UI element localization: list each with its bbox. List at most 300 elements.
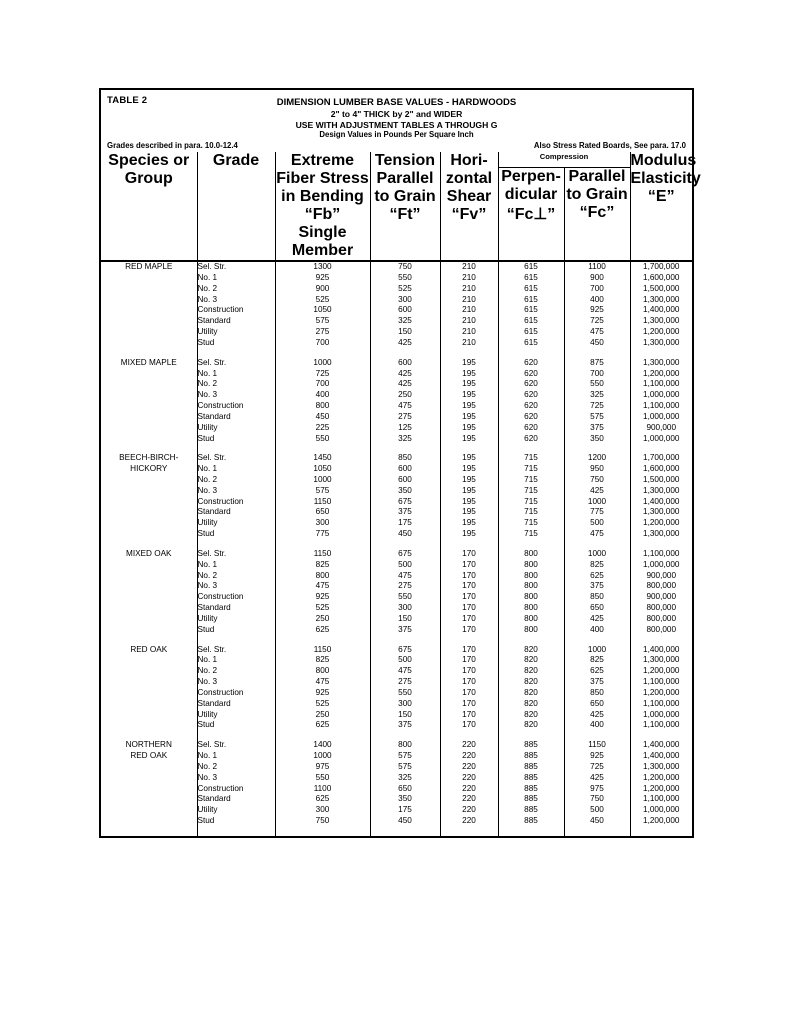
grade-cell: No. 3 <box>197 677 275 688</box>
horizontal-shear-cell: 195 <box>440 390 498 401</box>
header-ft-line3: to Grain <box>374 188 436 206</box>
tension-parallel-cell: 600 <box>370 305 440 316</box>
horizontal-shear-cell: 170 <box>440 571 498 582</box>
horizontal-shear-cell: 210 <box>440 316 498 327</box>
compression-perpendicular-cell: 885 <box>498 816 564 827</box>
group-spacer-cell <box>370 444 440 453</box>
fiber-stress-bending-cell: 1050 <box>275 464 370 475</box>
fiber-stress-bending-cell: 450 <box>275 412 370 423</box>
fiber-stress-bending-cell: 700 <box>275 379 370 390</box>
species-cell <box>101 261 197 349</box>
tension-parallel-cell: 550 <box>370 592 440 603</box>
group-spacer-cell <box>564 540 630 549</box>
tension-parallel-cell: 125 <box>370 423 440 434</box>
fiber-stress-bending-cell: 1150 <box>275 497 370 508</box>
horizontal-shear-cell: 170 <box>440 655 498 666</box>
compression-parallel-cell: 975 <box>564 784 630 795</box>
horizontal-shear-cell: 195 <box>440 464 498 475</box>
tension-parallel-cell: 325 <box>370 316 440 327</box>
modulus-elasticity-cell: 900,000 <box>630 592 692 603</box>
header-compression: Compression <box>498 152 630 167</box>
grade-cell: No. 2 <box>197 475 275 486</box>
compression-perpendicular-cell: 715 <box>498 507 564 518</box>
tension-parallel-cell: 600 <box>370 475 440 486</box>
tension-parallel-cell: 300 <box>370 603 440 614</box>
tension-parallel-cell: 750 <box>370 261 440 273</box>
horizontal-shear-cell: 220 <box>440 794 498 805</box>
modulus-elasticity-cell: 1,200,000 <box>630 773 692 784</box>
modulus-elasticity-cell: 1,000,000 <box>630 412 692 423</box>
grade-cell: Standard <box>197 316 275 327</box>
grade-cell: No. 3 <box>197 486 275 497</box>
compression-parallel-cell: 375 <box>564 581 630 592</box>
group-spacer-cell <box>498 444 564 453</box>
tension-parallel-cell: 550 <box>370 273 440 284</box>
horizontal-shear-cell: 170 <box>440 603 498 614</box>
modulus-elasticity-cell: 1,000,000 <box>630 390 692 401</box>
modulus-elasticity-cell: 1,000,000 <box>630 710 692 721</box>
grade-cell: No. 3 <box>197 773 275 784</box>
modulus-elasticity-cell: 1,000,000 <box>630 805 692 816</box>
compression-parallel-cell: 400 <box>564 295 630 306</box>
grade-cell: No. 1 <box>197 751 275 762</box>
modulus-elasticity-cell: 1,200,000 <box>630 518 692 529</box>
species-cell <box>101 740 197 827</box>
horizontal-shear-cell: 195 <box>440 529 498 540</box>
compression-parallel-cell: 1150 <box>564 740 630 751</box>
group-spacer-cell-species <box>101 731 197 740</box>
tension-parallel-cell: 325 <box>370 434 440 445</box>
compression-perpendicular-cell: 885 <box>498 784 564 795</box>
compression-perpendicular-cell: 800 <box>498 581 564 592</box>
bottom-spacer-cell <box>564 827 630 836</box>
group-spacer-cell <box>630 444 692 453</box>
tension-parallel-cell: 650 <box>370 784 440 795</box>
header-grade: Grade <box>197 152 275 261</box>
modulus-elasticity-cell: 800,000 <box>630 581 692 592</box>
group-spacer-cell-species <box>101 540 197 549</box>
compression-perpendicular-cell: 715 <box>498 464 564 475</box>
group-spacer <box>101 349 692 358</box>
modulus-elasticity-cell: 1,100,000 <box>630 677 692 688</box>
tension-parallel-cell: 150 <box>370 327 440 338</box>
tension-parallel-cell: 150 <box>370 710 440 721</box>
horizontal-shear-cell: 170 <box>440 549 498 560</box>
grade-cell: No. 2 <box>197 762 275 773</box>
compression-parallel-cell: 750 <box>564 475 630 486</box>
table-row <box>101 261 692 273</box>
bottom-spacer-cell <box>370 827 440 836</box>
compression-perpendicular-cell: 615 <box>498 284 564 295</box>
compression-perpendicular-cell: 615 <box>498 273 564 284</box>
compression-perpendicular-cell: 800 <box>498 560 564 571</box>
tension-parallel-cell: 275 <box>370 677 440 688</box>
tension-parallel-cell: 500 <box>370 655 440 666</box>
tension-parallel-cell: 500 <box>370 560 440 571</box>
compression-parallel-cell: 375 <box>564 423 630 434</box>
grade-cell: Construction <box>197 401 275 412</box>
group-spacer-cell <box>197 444 275 453</box>
compression-perpendicular-cell: 620 <box>498 434 564 445</box>
tension-parallel-cell: 575 <box>370 762 440 773</box>
compression-parallel-cell: 825 <box>564 655 630 666</box>
horizontal-shear-cell: 170 <box>440 677 498 688</box>
header-e-line2: Elasticity <box>630 170 701 188</box>
fiber-stress-bending-cell: 525 <box>275 295 370 306</box>
group-spacer-cell <box>197 731 275 740</box>
compression-perpendicular-cell: 885 <box>498 762 564 773</box>
table-body <box>101 261 692 836</box>
modulus-elasticity-cell: 1,100,000 <box>630 379 692 390</box>
grade-cell: Stud <box>197 434 275 445</box>
fiber-stress-bending-cell: 1400 <box>275 740 370 751</box>
modulus-elasticity-cell: 1,200,000 <box>630 369 692 380</box>
compression-parallel-cell: 1000 <box>564 645 630 656</box>
modulus-elasticity-cell: 1,000,000 <box>630 434 692 445</box>
fiber-stress-bending-cell: 1150 <box>275 549 370 560</box>
tension-parallel-cell: 475 <box>370 401 440 412</box>
grade-cell: Construction <box>197 784 275 795</box>
fiber-stress-bending-cell: 925 <box>275 592 370 603</box>
fiber-stress-bending-cell: 1300 <box>275 261 370 273</box>
tension-parallel-cell: 675 <box>370 645 440 656</box>
horizontal-shear-cell: 195 <box>440 453 498 464</box>
grade-cell: Stud <box>197 816 275 827</box>
horizontal-shear-cell: 220 <box>440 740 498 751</box>
group-spacer <box>101 444 692 453</box>
horizontal-shear-cell: 195 <box>440 412 498 423</box>
tension-parallel-cell: 350 <box>370 486 440 497</box>
grade-cell: Sel. Str. <box>197 358 275 369</box>
group-spacer-cell <box>440 731 498 740</box>
tension-parallel-cell: 175 <box>370 518 440 529</box>
grade-cell: Standard <box>197 794 275 805</box>
compression-perpendicular-cell: 820 <box>498 645 564 656</box>
horizontal-shear-cell: 195 <box>440 486 498 497</box>
header-fcperp-line1: Perpen- <box>501 168 561 186</box>
bottom-spacer-cell <box>440 827 498 836</box>
tension-parallel-cell: 675 <box>370 497 440 508</box>
group-spacer-cell <box>197 349 275 358</box>
compression-parallel-cell: 700 <box>564 369 630 380</box>
modulus-elasticity-cell: 1,300,000 <box>630 762 692 773</box>
header-ft-line4: “Ft” <box>389 206 421 224</box>
table-title: DIMENSION LUMBER BASE VALUES - HARDWOODS <box>276 97 517 108</box>
species-cell <box>101 645 197 732</box>
group-spacer-cell-species <box>101 636 197 645</box>
header-fc-line2: to Grain <box>566 186 628 204</box>
compression-parallel-cell: 325 <box>564 390 630 401</box>
bottom-spacer <box>101 827 692 836</box>
modulus-elasticity-cell: 1,100,000 <box>630 549 692 560</box>
tension-parallel-cell: 575 <box>370 751 440 762</box>
header-group-row <box>101 152 692 167</box>
compression-parallel-cell: 850 <box>564 592 630 603</box>
group-spacer-cell <box>197 636 275 645</box>
tension-parallel-cell: 850 <box>370 453 440 464</box>
grade-cell: No. 1 <box>197 464 275 475</box>
fiber-stress-bending-cell: 650 <box>275 507 370 518</box>
compression-parallel-cell: 650 <box>564 699 630 710</box>
modulus-elasticity-cell: 1,500,000 <box>630 284 692 295</box>
group-spacer-cell <box>370 349 440 358</box>
group-spacer-cell <box>564 636 630 645</box>
grade-cell: Sel. Str. <box>197 740 275 751</box>
header-species <box>101 152 197 261</box>
grade-cell: No. 1 <box>197 560 275 571</box>
group-spacer-cell <box>440 636 498 645</box>
tension-parallel-cell: 525 <box>370 284 440 295</box>
fiber-stress-bending-cell: 225 <box>275 423 370 434</box>
horizontal-shear-cell: 210 <box>440 261 498 273</box>
horizontal-shear-cell: 220 <box>440 784 498 795</box>
compression-parallel-cell: 475 <box>564 529 630 540</box>
horizontal-shear-cell: 195 <box>440 507 498 518</box>
fiber-stress-bending-cell: 625 <box>275 720 370 731</box>
modulus-elasticity-cell: 1,300,000 <box>630 338 692 349</box>
fiber-stress-bending-cell: 400 <box>275 390 370 401</box>
group-spacer-cell <box>498 349 564 358</box>
table-row <box>101 740 692 751</box>
group-spacer-cell <box>440 349 498 358</box>
table-row <box>101 358 692 369</box>
horizontal-shear-cell: 210 <box>440 338 498 349</box>
compression-perpendicular-cell: 800 <box>498 592 564 603</box>
fiber-stress-bending-cell: 550 <box>275 434 370 445</box>
tension-parallel-cell: 475 <box>370 666 440 677</box>
group-spacer-cell <box>370 636 440 645</box>
fiber-stress-bending-cell: 475 <box>275 581 370 592</box>
compression-parallel-cell: 625 <box>564 571 630 582</box>
header-species-line1: Species or <box>108 152 190 170</box>
grade-cell: Utility <box>197 423 275 434</box>
modulus-elasticity-cell: 1,700,000 <box>630 453 692 464</box>
group-spacer-cell <box>275 540 370 549</box>
modulus-elasticity-cell: 1,000,000 <box>630 560 692 571</box>
notes-row <box>101 140 692 152</box>
grade-cell: No. 2 <box>197 379 275 390</box>
horizontal-shear-cell: 195 <box>440 497 498 508</box>
compression-parallel-cell: 425 <box>564 486 630 497</box>
compression-parallel-cell: 450 <box>564 338 630 349</box>
tension-parallel-cell: 375 <box>370 625 440 636</box>
header-e-line1: Modulus <box>630 152 697 170</box>
group-spacer-cell <box>440 540 498 549</box>
tension-parallel-cell: 150 <box>370 614 440 625</box>
header-fc-line3: “Fc” <box>579 204 615 222</box>
grade-cell: Sel. Str. <box>197 549 275 560</box>
fiber-stress-bending-cell: 725 <box>275 369 370 380</box>
tension-parallel-cell: 300 <box>370 295 440 306</box>
modulus-elasticity-cell: 800,000 <box>630 625 692 636</box>
modulus-elasticity-cell: 1,600,000 <box>630 464 692 475</box>
compression-perpendicular-cell: 620 <box>498 423 564 434</box>
bottom-spacer-cell <box>197 827 275 836</box>
compression-perpendicular-cell: 620 <box>498 369 564 380</box>
compression-perpendicular-cell: 620 <box>498 390 564 401</box>
modulus-elasticity-cell: 1,300,000 <box>630 295 692 306</box>
grade-cell: Stud <box>197 529 275 540</box>
fiber-stress-bending-cell: 800 <box>275 401 370 412</box>
compression-parallel-cell: 450 <box>564 816 630 827</box>
fiber-stress-bending-cell: 800 <box>275 571 370 582</box>
grade-cell: Stud <box>197 338 275 349</box>
fiber-stress-bending-cell: 825 <box>275 560 370 571</box>
table-row <box>101 453 692 464</box>
grade-cell: Standard <box>197 699 275 710</box>
compression-parallel-cell: 350 <box>564 434 630 445</box>
compression-perpendicular-cell: 885 <box>498 740 564 751</box>
header-compression-parallel <box>564 168 630 262</box>
compression-perpendicular-cell: 885 <box>498 794 564 805</box>
grade-cell: Standard <box>197 603 275 614</box>
grade-cell: No. 2 <box>197 284 275 295</box>
compression-parallel-cell: 650 <box>564 603 630 614</box>
modulus-elasticity-cell: 1,600,000 <box>630 273 692 284</box>
compression-perpendicular-cell: 800 <box>498 571 564 582</box>
grade-cell: Sel. Str. <box>197 261 275 273</box>
modulus-elasticity-cell: 1,400,000 <box>630 645 692 656</box>
horizontal-shear-cell: 170 <box>440 699 498 710</box>
compression-parallel-cell: 550 <box>564 379 630 390</box>
compression-perpendicular-cell: 820 <box>498 720 564 731</box>
tension-parallel-cell: 450 <box>370 529 440 540</box>
species-cell <box>101 549 197 636</box>
compression-perpendicular-cell: 715 <box>498 497 564 508</box>
tension-parallel-cell: 425 <box>370 369 440 380</box>
fiber-stress-bending-cell: 975 <box>275 762 370 773</box>
horizontal-shear-cell: 170 <box>440 710 498 721</box>
horizontal-shear-cell: 220 <box>440 773 498 784</box>
group-spacer-cell <box>630 731 692 740</box>
compression-parallel-cell: 925 <box>564 305 630 316</box>
compression-perpendicular-cell: 820 <box>498 710 564 721</box>
species-name-line: HICKORY <box>130 464 168 474</box>
compression-parallel-cell: 750 <box>564 794 630 805</box>
group-spacer-cell <box>630 636 692 645</box>
grade-cell: No. 1 <box>197 273 275 284</box>
tension-parallel-cell: 600 <box>370 358 440 369</box>
grade-cell: No. 2 <box>197 571 275 582</box>
tension-parallel-cell: 600 <box>370 464 440 475</box>
grade-cell: Construction <box>197 688 275 699</box>
tension-parallel-cell: 350 <box>370 794 440 805</box>
compression-parallel-cell: 825 <box>564 560 630 571</box>
modulus-elasticity-cell: 1,200,000 <box>630 327 692 338</box>
tension-parallel-cell: 475 <box>370 571 440 582</box>
group-spacer-cell <box>498 731 564 740</box>
table-subtitle-thickness: 2" to 4" THICK by 2" and WIDER <box>330 108 463 119</box>
horizontal-shear-cell: 170 <box>440 592 498 603</box>
modulus-elasticity-cell: 1,100,000 <box>630 401 692 412</box>
group-spacer <box>101 636 692 645</box>
table-outer-border <box>99 88 701 838</box>
header-e-line3: “E” <box>647 188 675 206</box>
modulus-elasticity-cell: 1,200,000 <box>630 688 692 699</box>
fiber-stress-bending-cell: 925 <box>275 688 370 699</box>
modulus-elasticity-cell: 1,400,000 <box>630 497 692 508</box>
modulus-elasticity-cell: 800,000 <box>630 603 692 614</box>
tension-parallel-cell: 375 <box>370 720 440 731</box>
horizontal-shear-cell: 170 <box>440 560 498 571</box>
modulus-elasticity-cell: 1,100,000 <box>630 720 692 731</box>
horizontal-shear-cell: 195 <box>440 369 498 380</box>
fiber-stress-bending-cell: 1100 <box>275 784 370 795</box>
lumber-values-table <box>101 152 701 836</box>
horizontal-shear-cell: 170 <box>440 625 498 636</box>
compression-perpendicular-cell: 820 <box>498 677 564 688</box>
fiber-stress-bending-cell: 775 <box>275 529 370 540</box>
compression-parallel-cell: 425 <box>564 614 630 625</box>
fiber-stress-bending-cell: 300 <box>275 518 370 529</box>
horizontal-shear-cell: 170 <box>440 666 498 677</box>
modulus-elasticity-cell: 1,100,000 <box>630 699 692 710</box>
group-spacer-cell <box>498 636 564 645</box>
modulus-elasticity-cell: 1,100,000 <box>630 794 692 805</box>
horizontal-shear-cell: 210 <box>440 305 498 316</box>
compression-parallel-cell: 400 <box>564 625 630 636</box>
compression-perpendicular-cell: 885 <box>498 773 564 784</box>
header-fv-line4: “Fv” <box>451 206 487 224</box>
fiber-stress-bending-cell: 550 <box>275 773 370 784</box>
header-tension-parallel <box>370 152 440 261</box>
fiber-stress-bending-cell: 1000 <box>275 751 370 762</box>
header-fb-line1: Extreme <box>290 152 355 170</box>
compression-parallel-cell: 375 <box>564 677 630 688</box>
grade-cell: Construction <box>197 592 275 603</box>
compression-parallel-cell: 875 <box>564 358 630 369</box>
tension-parallel-cell: 675 <box>370 549 440 560</box>
tension-parallel-cell: 175 <box>370 805 440 816</box>
horizontal-shear-cell: 220 <box>440 751 498 762</box>
group-spacer-cell <box>564 731 630 740</box>
table-row <box>101 645 692 656</box>
compression-parallel-cell: 425 <box>564 710 630 721</box>
bottom-spacer-cell <box>498 827 564 836</box>
group-spacer-cell <box>498 540 564 549</box>
group-spacer-cell <box>275 444 370 453</box>
modulus-elasticity-cell: 1,400,000 <box>630 740 692 751</box>
compression-parallel-cell: 850 <box>564 688 630 699</box>
compression-parallel-cell: 400 <box>564 720 630 731</box>
bottom-spacer-cell <box>630 827 692 836</box>
header-fcperp-line2: dicular <box>504 186 558 204</box>
species-name-line: RED MAPLE <box>125 262 173 272</box>
species-cell <box>101 453 197 540</box>
tension-parallel-cell: 450 <box>370 816 440 827</box>
header-fb-line3: in Bending “Fb” <box>281 188 364 224</box>
horizontal-shear-cell: 195 <box>440 475 498 486</box>
species-cell <box>101 358 197 445</box>
compression-parallel-cell: 425 <box>564 773 630 784</box>
group-spacer-cell <box>564 349 630 358</box>
tension-parallel-cell: 300 <box>370 699 440 710</box>
group-spacer-cell <box>275 349 370 358</box>
fiber-stress-bending-cell: 1000 <box>275 358 370 369</box>
horizontal-shear-cell: 210 <box>440 284 498 295</box>
horizontal-shear-cell: 170 <box>440 688 498 699</box>
species-name-line: MIXED MAPLE <box>120 357 177 367</box>
grade-cell: No. 2 <box>197 666 275 677</box>
tension-parallel-cell: 550 <box>370 688 440 699</box>
fiber-stress-bending-cell: 625 <box>275 794 370 805</box>
modulus-elasticity-cell: 1,500,000 <box>630 475 692 486</box>
fiber-stress-bending-cell: 475 <box>275 677 370 688</box>
modulus-elasticity-cell: 800,000 <box>630 614 692 625</box>
compression-parallel-cell: 1000 <box>564 497 630 508</box>
group-spacer-cell <box>197 540 275 549</box>
grade-cell: Utility <box>197 327 275 338</box>
